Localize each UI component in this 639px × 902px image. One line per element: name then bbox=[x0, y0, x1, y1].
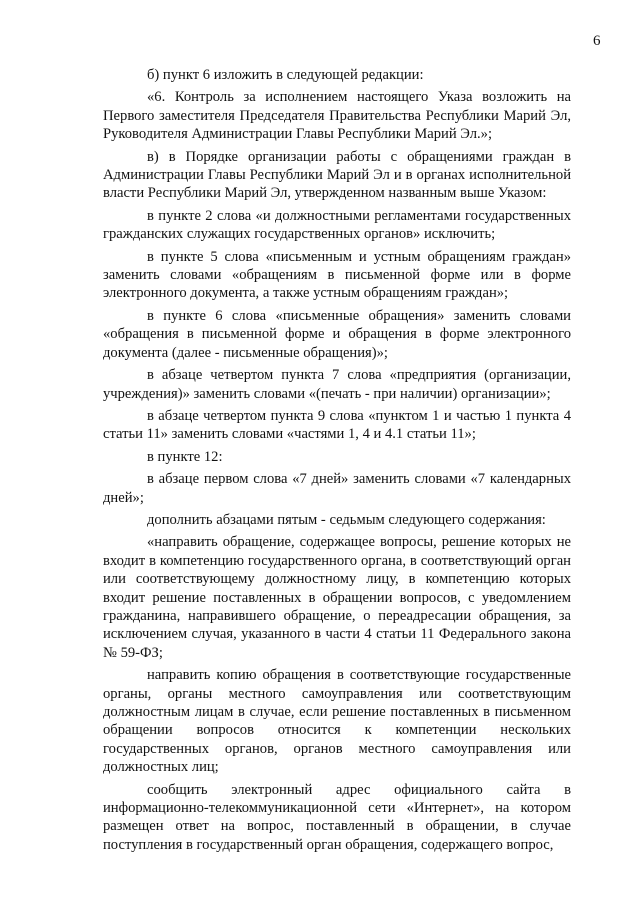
paragraph-item-6-text: «6. Контроль за исполнением настоящего Указа возложить на Первого заместителя Председателя Правительства Республики Марий Эл, Руководителя Администрации Главы Республики Марий Эл.»; bbox=[103, 89, 571, 143]
document-body bbox=[103, 66, 571, 858]
paragraph-redirect-appeal: «направить обращение, содержащее вопросы, решение которых не входит в компетенцию государственного органа, в соответствующий орган или соответствующему должностному лицу, в компетенцию которых входит решение поставленных в обращении вопросов, с уведомлением гражданина, направившего обращение, о переадресации обращения, за исключением случая, указанного в части 4 статьи 11 Федерального закона № 59-ФЗ; bbox=[103, 534, 571, 661]
paragraph-point-12: в пункте 12: bbox=[147, 448, 223, 465]
paragraph-first-subparagraph: в абзаце первом слова «7 дней» заменить словами «7 календарных дней»; bbox=[103, 471, 571, 506]
paragraph-report-address: сообщить электронный адрес официального сайта в информационно-телекоммуникационной сети «Интернет», на котором размещен ответ на вопрос, поставленный в обращении, в случае поступления в государственный орган обращения, содержащего вопрос, bbox=[103, 781, 571, 853]
page-number: 6 bbox=[593, 33, 601, 49]
paragraph-add-subparagraphs: дополнить абзацами пятым - седьмым следующего содержания: bbox=[147, 511, 546, 528]
paragraph-point-6: в пункте 6 слова «письменные обращения» заменить словами «обращения в письменной форме и обращения в форме электронного документа (далее - письменные обращения)»; bbox=[103, 307, 571, 361]
paragraph-point-7: в абзаце четвертом пункта 7 слова «предприятия (организации, учреждения)» заменить словами «(печать - при наличии) организации»; bbox=[103, 367, 571, 402]
paragraph-point-2: в пункте 2 слова «и должностными регламентами государственных гражданских служащих государственных органов» исключить; bbox=[103, 207, 571, 243]
paragraph-point-5: в пункте 5 слова «письменным и устным обращениям граждан» заменить словами «обращениям в письменной форме или в форме электронного документа, а также устным обращениям граждан»; bbox=[103, 248, 571, 302]
paragraph-item-v: в) в Порядке организации работы с обращениями граждан в Администрации Главы Республики Марий Эл и в органах исполнительной власти Республики Марий Эл, утвержденном названным выше Указом: bbox=[103, 148, 571, 202]
paragraph-send-copy: направить копию обращения в соответствующие государственные органы, органы местного самоуправления или соответствующим должностным лицам в случае, если решение поставленных в письменном обращении вопросов относится к компетенции нескольких государственных органов, органов местного самоуправления или должностных лиц; bbox=[103, 667, 571, 776]
paragraph-point-9: в абзаце четвертом пункта 9 слова «пунктом 1 и частью 1 пункта 4 статьи 11» заменить словами «частями 1, 4 и 4.1 статьи 11»; bbox=[103, 407, 571, 443]
paragraph-item-b: б) пункт 6 изложить в следующей редакции: bbox=[147, 67, 424, 83]
